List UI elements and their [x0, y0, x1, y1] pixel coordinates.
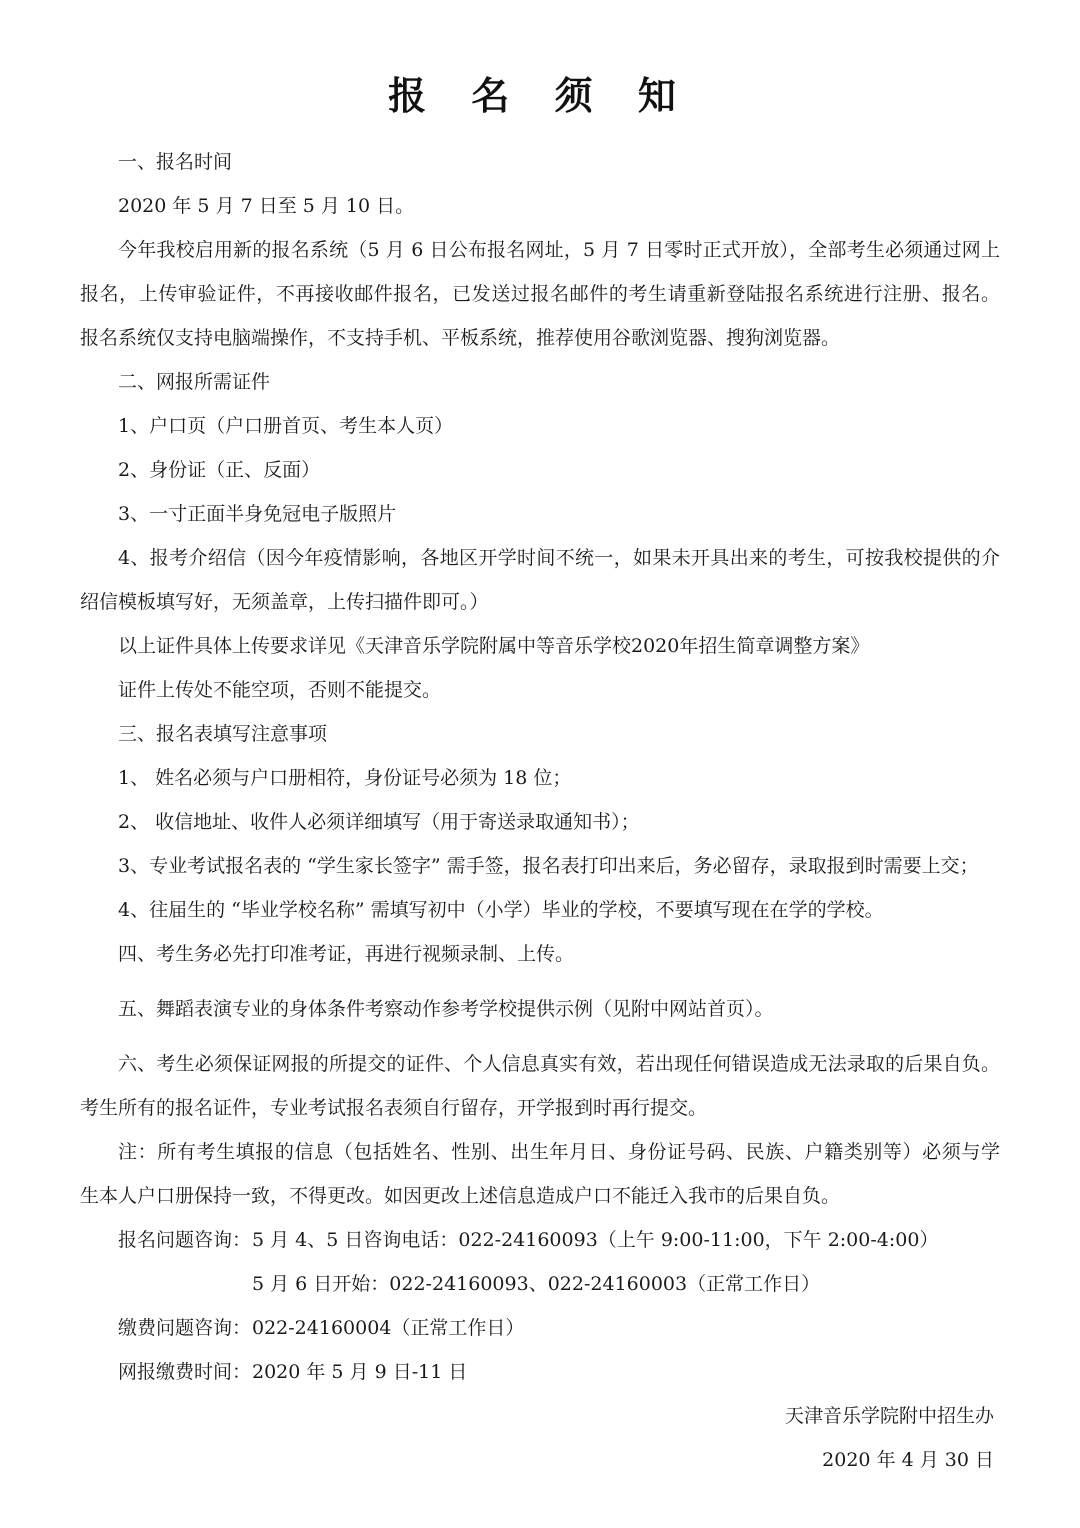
section2-item: 3、一寸正面半身免冠电子版照片 — [118, 503, 397, 525]
section1-heading: 一、报名时间 — [118, 151, 233, 173]
section2-item4-line: 4、报考介绍信（因今年疫情影响，各地区开学时间不统一，如果未开具出来的考生，可按我校提供的介 — [118, 547, 1000, 569]
section3-heading: 三、报名表填写注意事项 — [118, 723, 328, 745]
payment-contact-phone: 022-24160004（正常工作日） — [252, 1317, 525, 1339]
section6-line: 考生所有的报名证件，专业考试报名表须自行留存，开学报到时再行提交。 — [80, 1097, 708, 1119]
section1-para-line: 报名，上传审验证件，不再接收邮件报名，已发送过报名邮件的考生请重新登陆报名系统进行注册、报名。 — [80, 283, 1000, 305]
section1-date: 2020 年 5 月 7 日至 5 月 10 日。 — [118, 195, 415, 217]
section2-item: 1、户口页（户口册首页、考生本人页） — [118, 415, 454, 437]
payment-time-label: 网报缴费时间： — [118, 1361, 252, 1383]
section3-item: 3、专业考试报名表的 “学生家长签字” 需手签，报名表打印出来后，务必留存，录取报到时需要上交； — [118, 855, 979, 877]
section3-item: 1、 姓名必须与户口册相符，身份证号必须为 18 位； — [118, 767, 572, 789]
signature-date: 2020 年 4 月 30 日 — [822, 1449, 994, 1471]
note-line: 注：所有考生填报的信息（包括姓名、性别、出生年月日、身份证号码、民族、户籍类别等）必须与学 — [118, 1141, 1000, 1163]
payment-time-value: 2020 年 5 月 9 日-11 日 — [252, 1361, 468, 1383]
section4-text: 四、考生务必先打印准考证，再进行视频录制、上传。 — [118, 943, 575, 965]
section2-item: 2、身份证（正、反面） — [118, 459, 321, 481]
section1-para-line: 报名系统仅支持电脑端操作，不支持手机、平板系统，推荐使用谷歌浏览器、搜狗浏览器。 — [80, 327, 841, 349]
section6-line: 六、考生必须保证网报的所提交的证件、个人信息真实有效，若出现任何错误造成无法录取的后果自负。 — [118, 1053, 1000, 1075]
section3-item: 2、 收信地址、收件人必须详细填写（用于寄送录取通知书）； — [118, 811, 640, 833]
section5-text: 五、舞蹈表演专业的身体条件考察动作参考学校提供示例（见附中网站首页）。 — [118, 998, 774, 1020]
registration-contact-label: 报名问题咨询： — [118, 1229, 252, 1251]
section3-item: 4、往届生的 “毕业学校名称” 需填写初中（小学）毕业的学校，不要填写现在在学的学校。 — [118, 899, 884, 921]
section2-note: 以上证件具体上传要求详见《天津音乐学院附属中等音乐学校2020年招生简章调整方案》 — [118, 635, 870, 657]
section2-note: 证件上传处不能空项，否则不能提交。 — [118, 679, 442, 701]
payment-contact-label: 缴费问题咨询： — [118, 1317, 252, 1339]
registration-contact-phone: 5 月 6 日开始：022-24160093、022-24160003（正常工作日） — [252, 1273, 821, 1295]
section2-heading: 二、网报所需证件 — [118, 371, 271, 393]
section2-item4-line: 绍信模板填写好，无须盖章，上传扫描件即可。） — [80, 591, 489, 613]
registration-contact-phone: 5 月 4、5 日咨询电话：022-24160093（上午 9:00-11:00，下午 2:00-4:00） — [252, 1229, 939, 1251]
signature-org: 天津音乐学院附中招生办 — [784, 1405, 994, 1427]
section1-para-line: 今年我校启用新的报名系统（5 月 6 日公布报名网址，5 月 7 日零时正式开放），全部考生必须通过网上 — [118, 239, 1000, 261]
note-line: 生本人户口册保持一致，不得更改。如因更改上述信息造成户口不能迁入我市的后果自负。 — [80, 1185, 841, 1207]
page-title: 报 名 须 知 — [388, 74, 692, 118]
